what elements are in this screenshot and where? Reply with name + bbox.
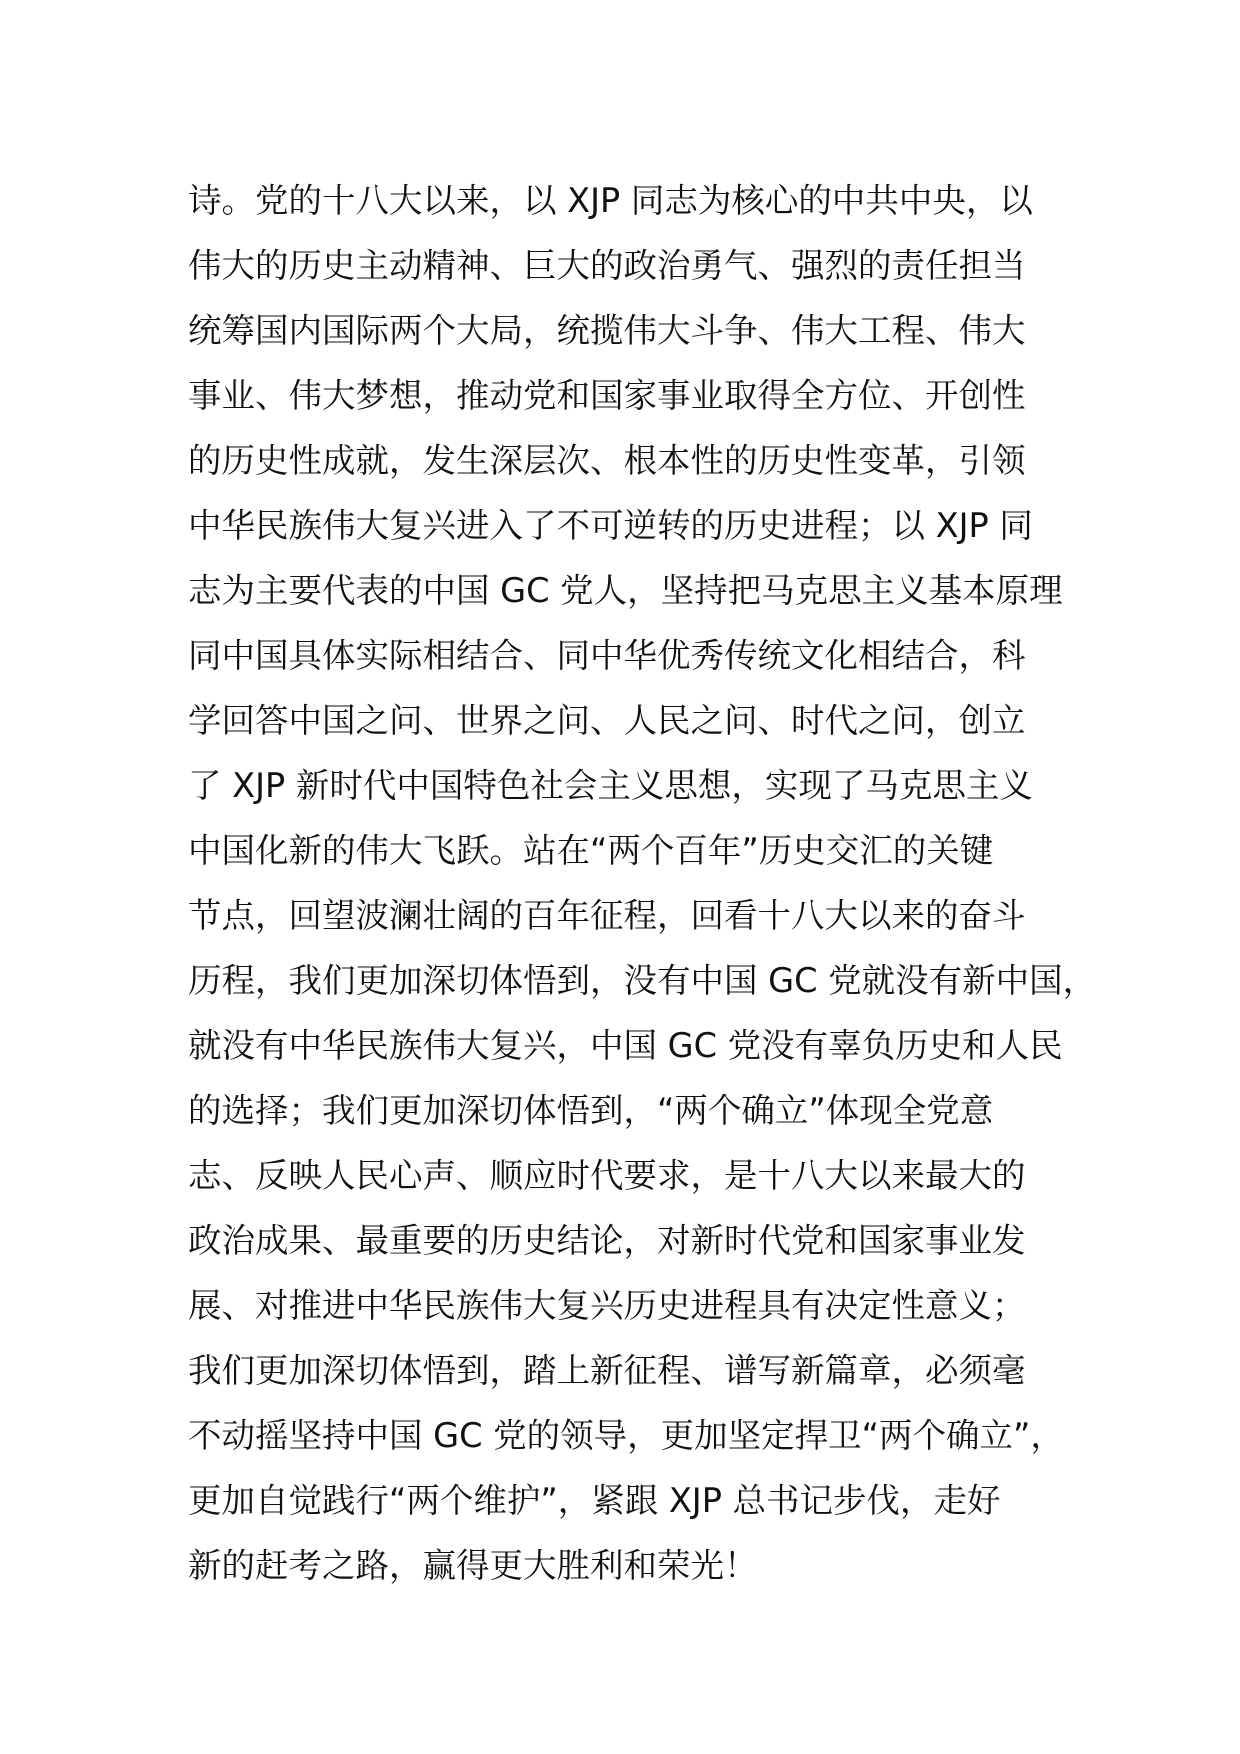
text-line: 节点，回望波澜壮阔的百年征程，回看十八大以来的奋斗	[188, 896, 1026, 935]
text-line: 历程，我们更加深切体悟到，没有中国 GC 党就没有新中国，	[188, 961, 1097, 1000]
text-line: 事业、伟大梦想，推动党和国家事业取得全方位、开创性	[188, 376, 1026, 415]
text-line: 诗。党的十八大以来，以 XJP 同志为核心的中共中央，以	[188, 181, 1033, 220]
text-line: 伟大的历史主动精神、巨大的政治勇气、强烈的责任担当	[188, 246, 1026, 285]
text-line: 中国化新的伟大飞跃。站在“两个百年”历史交汇的关键	[188, 831, 994, 870]
text-line: 政治成果、最重要的历史结论，对新时代党和国家事业发	[188, 1221, 1026, 1260]
text-line: 新的赶考之路，赢得更大胜利和荣光！	[188, 1546, 758, 1585]
text-line: 中华民族伟大复兴进入了不可逆转的历史进程；以 XJP 同	[188, 506, 1033, 545]
text-line: 学回答中国之问、世界之问、人民之问、时代之问，创立	[188, 701, 1026, 740]
text-line: 展、对推进中华民族伟大复兴历史进程具有决定性意义；	[188, 1286, 1026, 1325]
text-line: 同中国具体实际相结合、同中华优秀传统文化相结合，科	[188, 636, 1026, 675]
text-line: 的历史性成就，发生深层次、根本性的历史性变革，引领	[188, 441, 1026, 480]
body-text	[188, 168, 1118, 1598]
text-line: 的选择；我们更加深切体悟到，“两个确立”体现全党意	[188, 1091, 994, 1130]
text-line: 了 XJP 新时代中国特色社会主义思想，实现了马克思主义	[188, 766, 1033, 805]
text-line: 志、反映人民心声、顺应时代要求，是十八大以来最大的	[188, 1156, 1026, 1195]
text-line: 就没有中华民族伟大复兴，中国 GC 党没有辜负历史和人民	[188, 1026, 1063, 1065]
text-line: 我们更加深切体悟到，踏上新征程、谱写新篇章，必须毫	[188, 1351, 1026, 1390]
text-line: 志为主要代表的中国 GC 党人，坚持把马克思主义基本原理	[188, 571, 1063, 610]
text-line: 不动摇坚持中国 GC 党的领导，更加坚定捍卫“两个确立”，	[188, 1416, 1064, 1455]
text-line: 统筹国内国际两个大局，统揽伟大斗争、伟大工程、伟大	[188, 311, 1026, 350]
text-line: 更加自觉践行“两个维护”，紧跟 XJP 总书记步伐，走好	[188, 1481, 1001, 1520]
